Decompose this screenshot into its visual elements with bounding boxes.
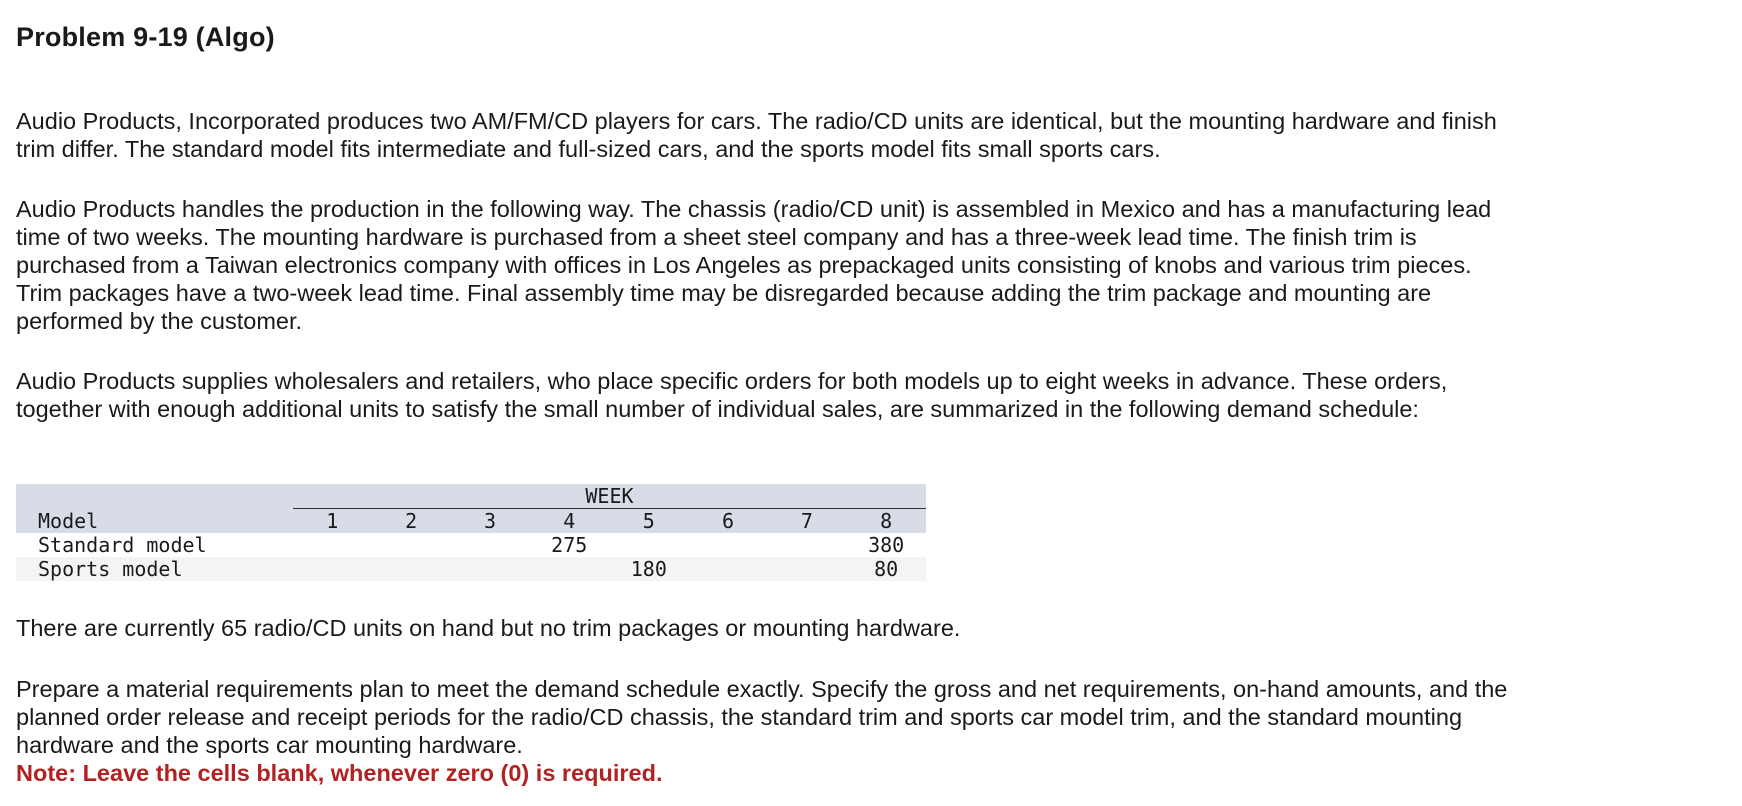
- demand-cell: [372, 557, 451, 581]
- table-header-row: [16, 509, 926, 534]
- demand-cell: 180: [609, 557, 689, 581]
- demand-cell: [767, 557, 846, 581]
- week-header: 5: [609, 509, 689, 534]
- table-header-row-group: [16, 484, 926, 509]
- model-name: Standard model: [16, 533, 293, 557]
- paragraph-intro: Audio Products, Incorporated produces two AM/FM/CD players for cars. The radio/CD units are identical, but the mounting hardware and finish trim differ. The standard model fits intermediate and full-sized cars, and the sports model fits small sports cars.: [16, 108, 1497, 162]
- week-header: 1: [293, 509, 372, 534]
- demand-cell: [609, 533, 689, 557]
- demand-cell: [451, 533, 530, 557]
- week-header: 7: [767, 509, 846, 534]
- paragraph-demand: Audio Products supplies wholesalers and retailers, who place specific orders for both models up to eight weeks in advance. These orders, together with enough additional units to satisfy the small number of individual sales, are summarized in the following demand schedule:: [16, 368, 1448, 422]
- paragraph-instructions: Prepare a material requirements plan to meet the demand schedule exactly. Specify the gross and net requirements, on-hand amounts, and the planned order release and receipt periods for the radio/CD chassis, the standard trim and sports car model trim, and the standard mounting hardware and the sports car mounting hardware.: [16, 676, 1508, 758]
- demand-cell: 380: [846, 533, 926, 557]
- week-header: 4: [529, 509, 609, 534]
- demand-cell: [293, 557, 372, 581]
- demand-cell: [372, 533, 451, 557]
- page-title: Problem 9-19 (Algo): [16, 22, 275, 52]
- week-header: 8: [846, 509, 926, 534]
- demand-cell: [689, 533, 768, 557]
- week-header: 6: [689, 509, 768, 534]
- paragraph-production: Audio Products handles the production in the following way. The chassis (radio/CD unit) is assembled in Mexico and has a manufacturing lead time of two weeks. The mounting hardware is purchased from a sheet steel company and has a three-week lead time. The finish trim is purchased from a Taiwan electronics company with offices in Los Angeles as prepackaged units consisting of knobs and various trim pieces. Trim packages have a two-week lead time. Final assembly time may be disregarded because adding the trim package and mounting are performed by the customer.: [16, 196, 1492, 334]
- demand-schedule-table: [16, 484, 926, 581]
- note-text: Note: Leave the cells blank, whenever zero (0) is required.: [16, 760, 663, 786]
- table-row: [16, 533, 926, 557]
- week-header: 2: [372, 509, 451, 534]
- demand-cell: 275: [529, 533, 609, 557]
- week-header: 3: [451, 509, 530, 534]
- demand-cell: [293, 533, 372, 557]
- demand-cell: 80: [846, 557, 926, 581]
- model-column-header: Model: [16, 509, 293, 534]
- week-group-header: WEEK: [293, 484, 926, 509]
- table-row: [16, 557, 926, 581]
- demand-cell: [451, 557, 530, 581]
- header-spacer: [16, 484, 293, 509]
- demand-cell: [767, 533, 846, 557]
- model-name: Sports model: [16, 557, 293, 581]
- demand-cell: [689, 557, 768, 581]
- demand-cell: [529, 557, 609, 581]
- paragraph-on-hand: There are currently 65 radio/CD units on hand but no trim packages or mounting hardware.: [16, 615, 961, 641]
